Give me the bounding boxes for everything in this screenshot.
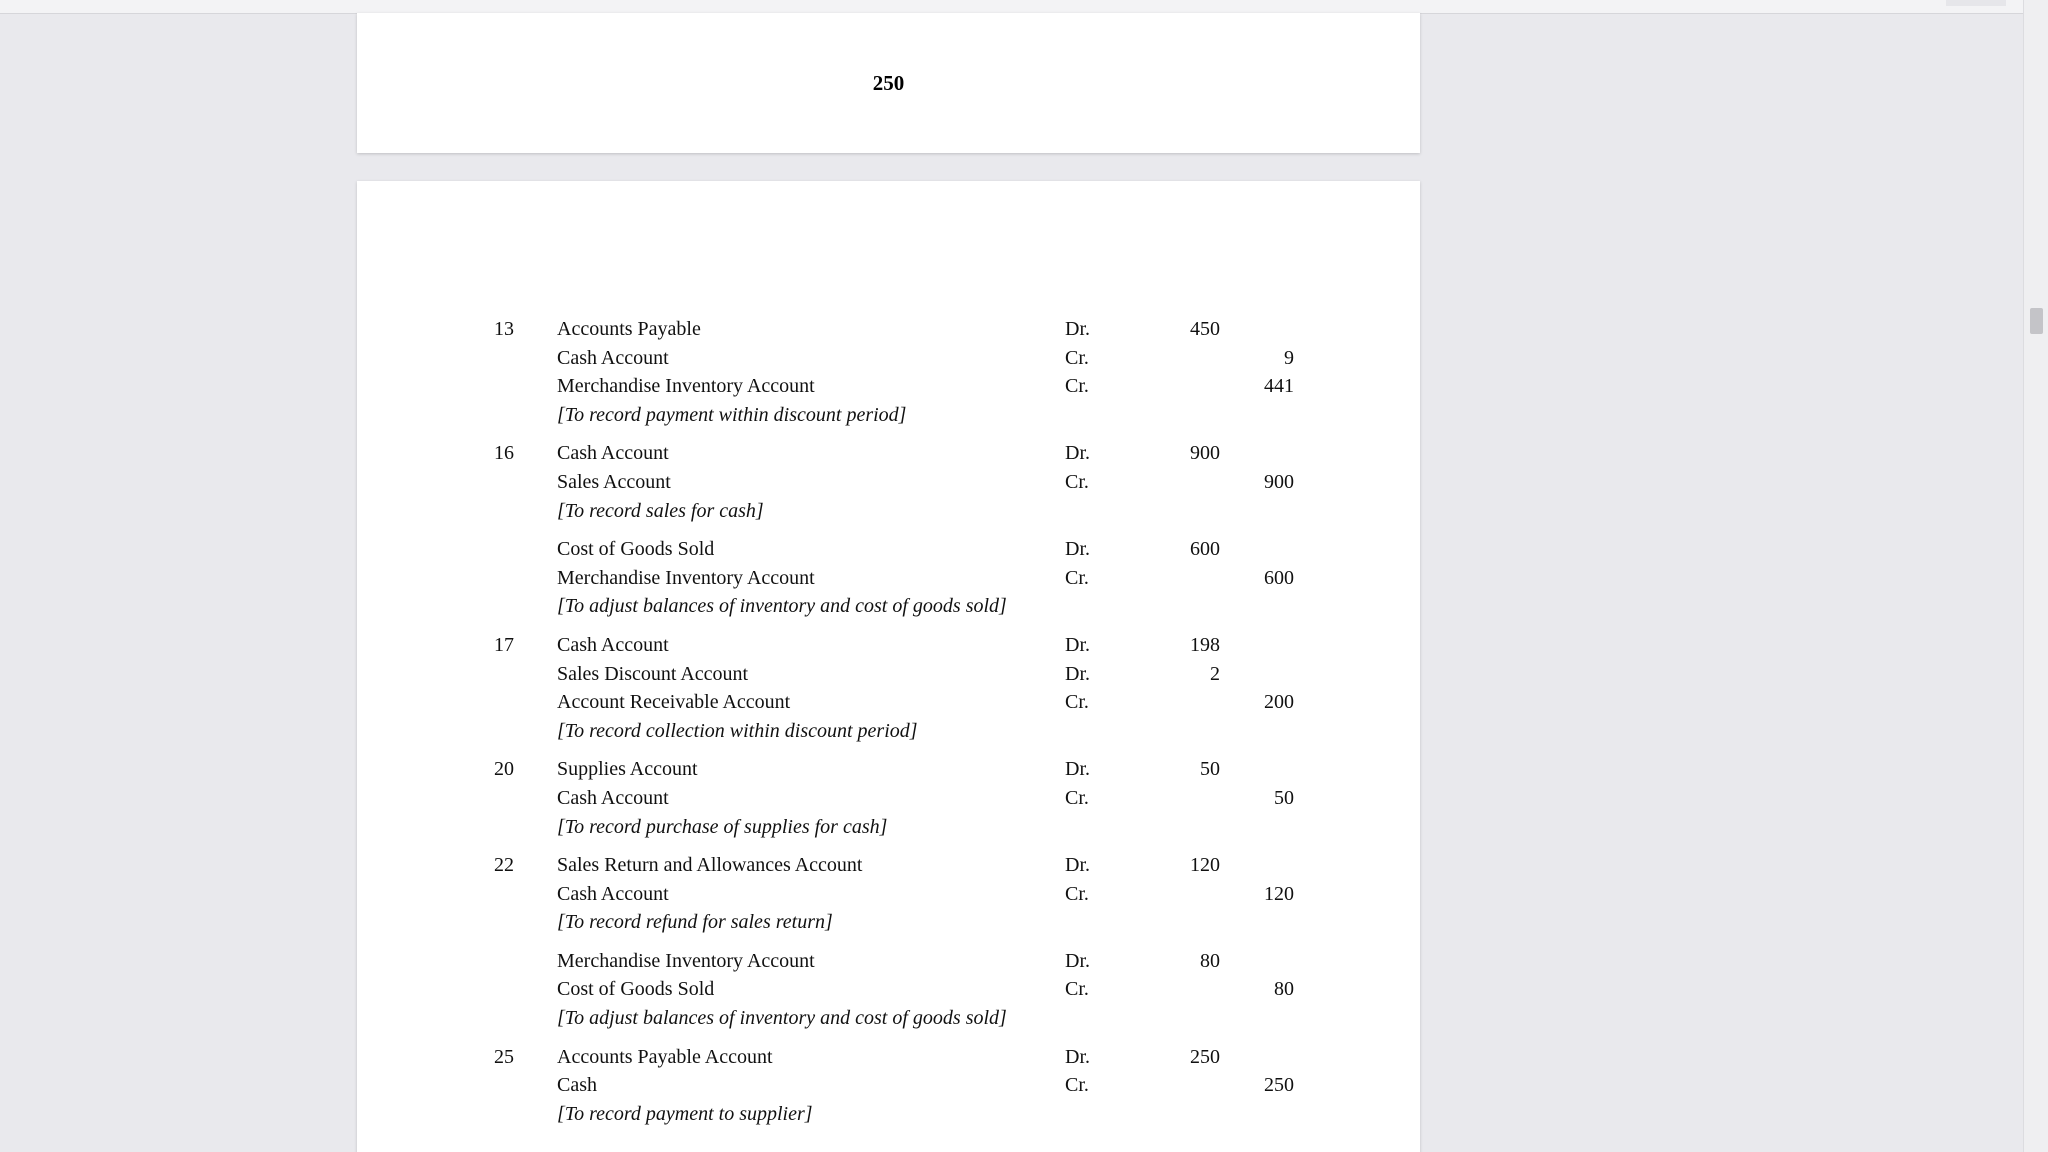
journal-note-line [357,717,1420,746]
journal-note-line [357,497,1420,526]
debit-credit-marker: Cr. [1065,566,1089,589]
toolbar-handle[interactable] [1946,0,2006,6]
journal-line [357,975,1420,1004]
journal-line [357,631,1420,660]
journal-line [357,947,1420,976]
viewer-top-bar [0,0,2024,14]
account-name: Merchandise Inventory Account [557,375,815,398]
debit-credit-marker: Dr. [1065,538,1090,561]
journal-entries [357,315,1420,1138]
journal-line [357,1043,1420,1072]
entry-narration: [To record payment to supplier] [557,1102,813,1125]
journal-line [357,784,1420,813]
entry-narration: [To record collection within discount period] [557,719,918,742]
entry-narration: [To record payment within discount period] [557,403,907,426]
account-name: Account Receivable Account [557,691,791,714]
account-name: Cash [557,1074,597,1097]
journal-line [357,660,1420,689]
journal-entry [357,631,1420,745]
debit-credit-marker: Cr. [1065,1074,1089,1097]
debit-credit-marker: Dr. [1065,633,1090,656]
debit-credit-marker: Dr. [1065,758,1090,781]
account-name: Cash Account [557,442,669,465]
account-name: Supplies Account [557,758,698,781]
debit-amount: 120 [1190,854,1220,877]
journal-note-line [357,813,1420,842]
credit-amount: 200 [1264,691,1294,714]
debit-credit-marker: Dr. [1065,854,1090,877]
account-name: Sales Return and Allowances Account [557,854,863,877]
debit-credit-marker: Dr. [1065,1045,1090,1068]
debit-credit-marker: Cr. [1065,691,1089,714]
debit-amount: 250 [1190,1045,1220,1068]
document-page-current [357,181,1420,1152]
journal-line [357,564,1420,593]
credit-amount: 250 [1264,1074,1294,1097]
debit-amount: 2 [1210,662,1220,685]
journal-entry [357,851,1420,937]
journal-entry [357,1043,1420,1129]
debit-amount: 450 [1190,318,1220,340]
entry-date: 22 [494,854,514,877]
journal-note-line [357,1004,1420,1033]
entry-date: 20 [494,758,514,781]
document-page-previous [357,13,1420,153]
account-name: Accounts Payable Account [557,1045,773,1068]
debit-amount: 600 [1190,538,1220,561]
credit-amount: 441 [1264,375,1294,398]
debit-credit-marker: Cr. [1065,882,1089,905]
entry-narration: [To adjust balances of inventory and cost of goods sold] [557,1007,1007,1030]
journal-line [357,468,1420,497]
debit-credit-marker: Dr. [1065,442,1090,465]
debit-credit-marker: Cr. [1065,786,1089,809]
journal-note-line [357,908,1420,937]
entry-narration: [To record sales for cash] [557,499,764,522]
credit-amount: 9 [1284,346,1294,369]
journal-line [357,851,1420,880]
account-name: Accounts Payable [557,318,701,340]
journal-note-line [357,1100,1420,1129]
vertical-scrollbar[interactable] [2023,0,2048,1152]
debit-credit-marker: Cr. [1065,375,1089,398]
journal-line [357,1071,1420,1100]
debit-credit-marker: Cr. [1065,470,1089,493]
account-name: Merchandise Inventory Account [557,566,815,589]
account-name: Cash Account [557,882,669,905]
debit-credit-marker: Dr. [1065,949,1090,972]
page-number: 250 [872,71,905,95]
journal-line [357,315,1420,344]
debit-credit-marker: Dr. [1065,318,1090,340]
journal-line [357,880,1420,909]
account-name: Merchandise Inventory Account [557,949,815,972]
entry-date: 16 [494,442,514,465]
credit-amount: 120 [1264,882,1294,905]
entry-date: 17 [494,633,514,656]
account-name: Cost of Goods Sold [557,538,715,561]
journal-line [357,372,1420,401]
account-name: Cash Account [557,346,669,369]
debit-amount: 50 [1200,758,1220,781]
debit-credit-marker: Cr. [1065,978,1089,1001]
account-name: Cash Account [557,786,669,809]
account-name: Cost of Goods Sold [557,978,715,1001]
debit-credit-marker: Dr. [1065,662,1090,685]
scrollbar-thumb[interactable] [2030,308,2043,334]
journal-entry [357,439,1420,525]
account-name: Cash Account [557,633,669,656]
journal-entry [357,755,1420,841]
account-name: Sales Account [557,470,671,493]
credit-amount: 50 [1274,786,1294,809]
debit-amount: 900 [1190,442,1220,465]
credit-amount: 600 [1264,566,1294,589]
journal-line [357,344,1420,373]
entry-narration: [To record purchase of supplies for cash] [557,815,888,838]
journal-line [357,439,1420,468]
entry-narration: [To adjust balances of inventory and cost of goods sold] [557,595,1007,618]
journal-note-line [357,401,1420,430]
journal-line [357,688,1420,717]
debit-credit-marker: Cr. [1065,346,1089,369]
journal-entry [357,535,1420,621]
journal-line [357,755,1420,784]
credit-amount: 80 [1274,978,1294,1001]
entry-date: 13 [494,318,514,340]
journal-note-line [357,592,1420,621]
journal-line [357,535,1420,564]
account-name: Sales Discount Account [557,662,749,685]
entry-date: 25 [494,1045,514,1068]
debit-amount: 198 [1190,633,1220,656]
journal-entry [357,947,1420,1033]
debit-amount: 80 [1200,949,1220,972]
entry-narration: [To record refund for sales return] [557,911,833,934]
credit-amount: 900 [1264,470,1294,493]
journal-entry [357,315,1420,429]
